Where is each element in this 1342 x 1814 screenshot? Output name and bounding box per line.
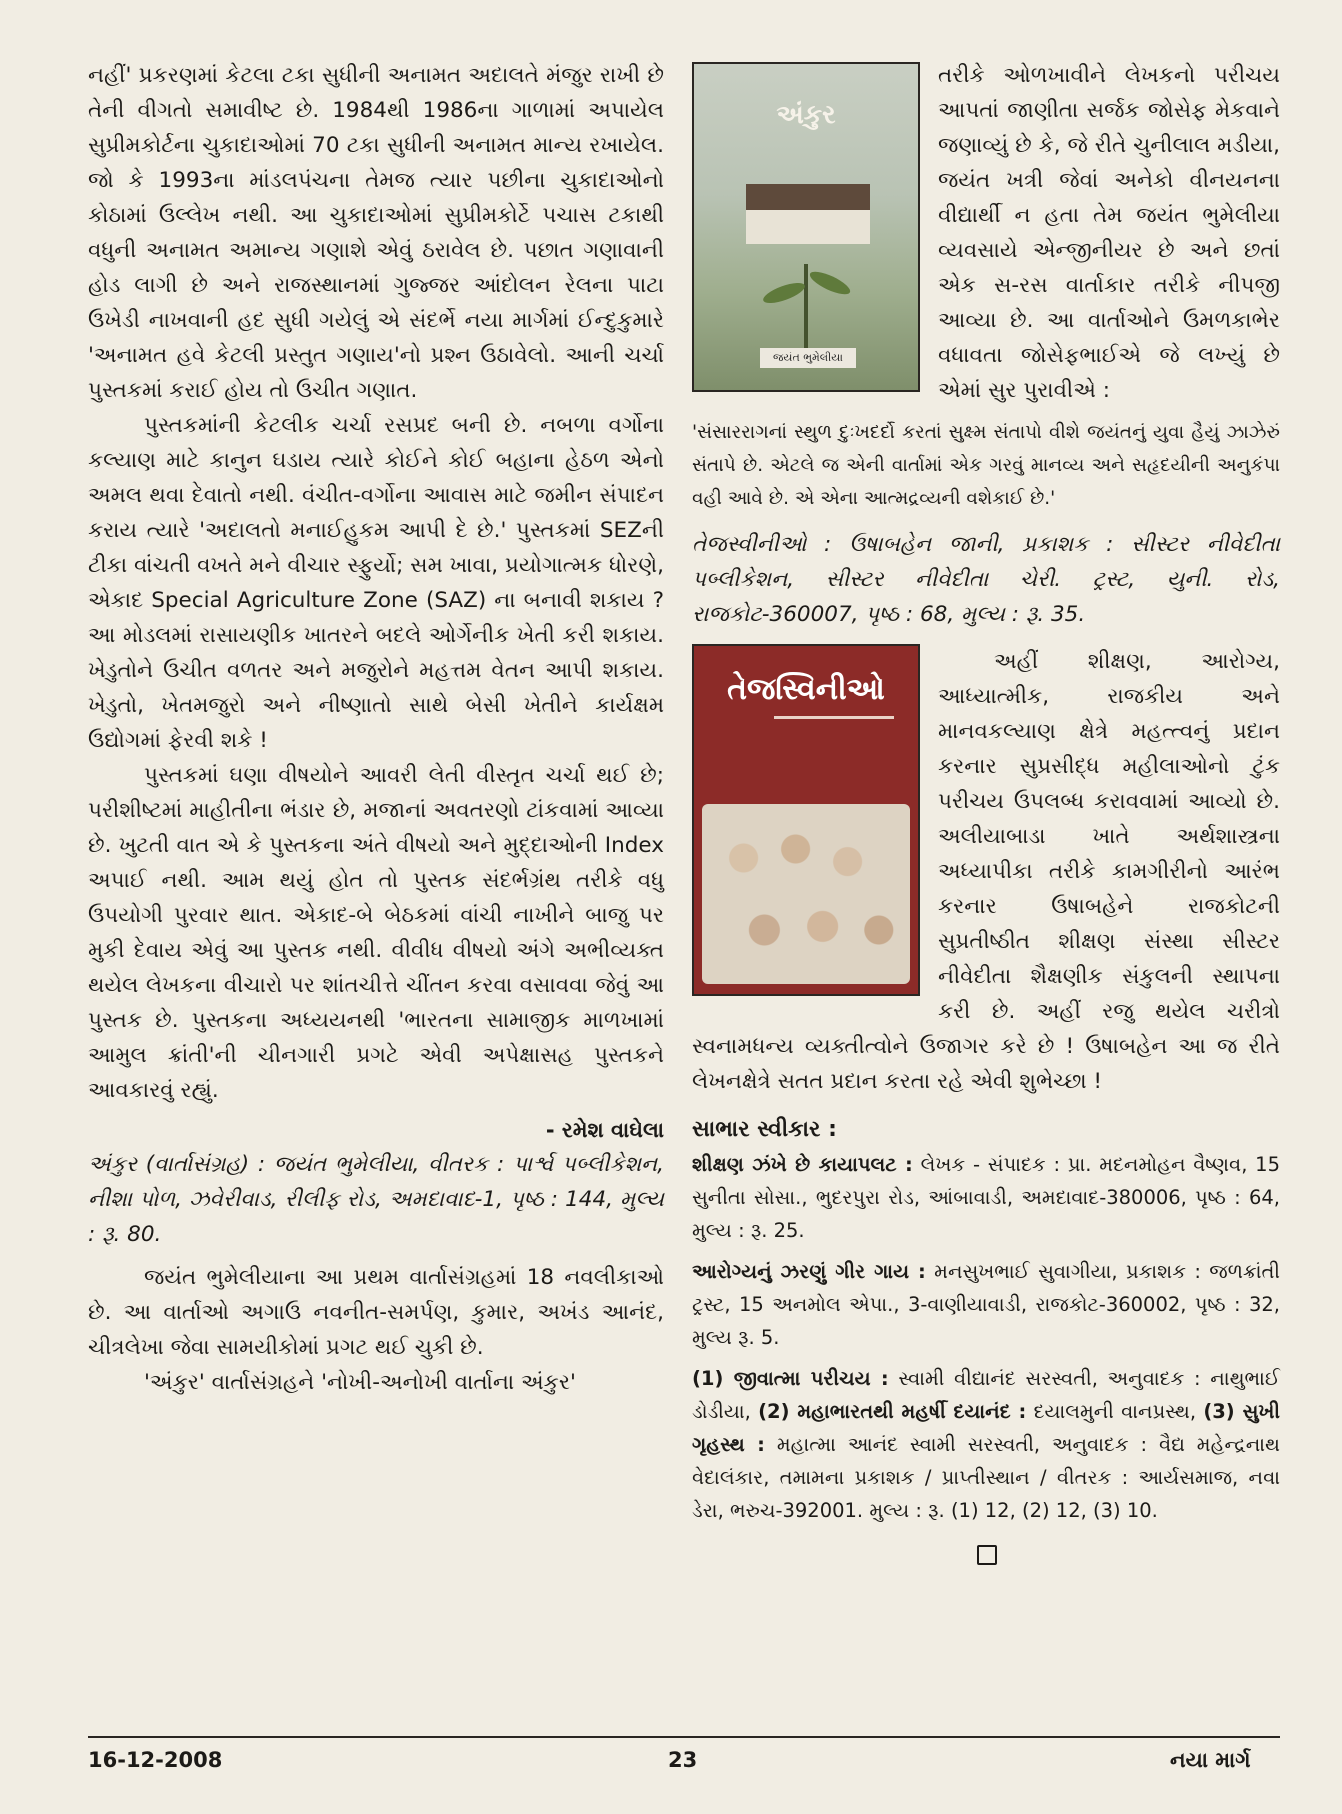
ack-book-details: મનસુખભાઈ સુવાગીયા, પ્રકાશક : જળક્રાંતી ટ્રસ્ટ, 15 અનમોલ એપા., 3-વાણીયાવાડી, રાજકોટ-360002, પૃષ્ઠ : 32, મુલ્ય રૂ. 5. [692,1260,1280,1349]
footer-divider [88,1736,1280,1738]
ankur-quote: 'સંસારરાગનાં સ્થુળ દુઃખદર્દો કરતાં સુક્ષ્મ સંતાપો વીશે જયંતનું યુવા હૈયું ઝાઝેરું સંતાપે છે. એટલે જ એની વાર્તામાં એક ગરવું માનવ્ય અને સહૃદયીની અનુકંપા વહી આવે છે. એ એના આત્મદ્રવ્યની વશેકાઈ છે.' [692,422,1280,509]
magazine-name: નયા માર્ગ [1170,1748,1251,1772]
leaf-shape [761,279,807,307]
left-column [88,58,664,1400]
ankur-cover-title: અંકુર [776,100,836,130]
ankur-cover-author: જયંત ભુમેલીયા [760,348,856,368]
footer-date: 16-12-2008 [88,1748,223,1772]
reviewer-signature: - રમેશ વાઘેલા [545,1118,664,1142]
ankur-review-text: તરીકે ઓળખાવીને લેખકનો પરીચય આપતાં જાણીતા સર્જક જોસેફ મેકવાને જણાવ્યું છે કે, જે રીતે ચુનીલાલ મડીયા, જયંત ખત્રી જેવાં અનેકો વીનયનના વીદ્યાર્થી ન હતા તેમ જયંત ભુમેલીયા વ્યવસાયે એન્જીનીયર છે અને છતાં એક સ-રસ વાર્તાકાર તરીકે નીપજી આવ્યા છે. આ વાર્તાઓને ઉમળકાભેર વધાવતા જોસેફભાઈએ જે લખ્યું છે એમાં સુર પુરાવીએ : [938,63,1280,403]
cover-subtitle-rule [774,716,894,719]
right-column [692,58,1280,1565]
ack-book-title: શીક્ષણ ઝંખે છે કાયાપલટ : [692,1153,913,1176]
ack-book-details: સ્વામી વીદ્યાનંદ સરસ્વતી, અનુવાદક : નાથુભાઈ ડોડીયા, [692,1367,1280,1423]
ack-book-title: આરોગ્યનું ઝરણું ગીર ગાય : [692,1260,926,1283]
tej-bibliography: તેજસ્વીનીઓ : ઉષાબહેન જાની, પ્રકાશક : સીસ્ટર નીવેદીતા પબ્લીકેશન, સીસ્ટર નીવેદીતા ચેરી. ટ્રસ્ટ, યુની. રોડ, રાજકોટ-360007, પૃષ્ઠ : 68, મુલ્ય : રૂ. 35. [692,532,1280,627]
acknowledgement-item [692,1148,1280,1247]
ankur-book-cover-image [692,62,920,392]
house-illustration [746,184,870,244]
ack-book-title: (1) જીવાત્મા પરીચય : [692,1367,889,1390]
sprout-illustration [804,264,808,354]
ack-book-title: (2) મહાભારતથી મહર્ષી દયાનંદ : [758,1400,1027,1423]
ankur-paragraph-continued: 'અંકુર' વાર્તાસંગ્રહને 'નોખી-અનોખી વાર્તાના અંકુર' [144,1370,576,1395]
ack-book-title: (3) સુખી ગૃહસ્થ : [692,1400,1280,1456]
tej-review-text: અહીં શીક્ષણ, આરોગ્ય, આધ્યાત્મીક, રાજકીય અને માનવકલ્યાણ ક્ષેત્રે મહત્ત્વનું પ્રદાન કરનાર સુપ્રસીદ્ધ મહીલાઓનો ટુંક પરીચય ઉપલબ્ધ કરાવવામાં આવ્યો છે. અલીયાબાડા ખાતે અર્થશાસ્ત્રના અધ્યાપીકા તરીકે કામગીરીનો આરંભ કરનાર ઉષાબહેને રાજકોટની સુપ્રતીષ્ઠીત શીક્ષણ સંસ્થા સીસ્ટર નીવેદીતા શૈક્ષણીક સંકુલની સ્થાપના કરી છે. અહીં રજુ થયેલ ચરીત્રો સ્વનામધન્ય વ્યક્તીત્વોને ઉજાગર કરે છે ! ઉષાબહેન આ જ રીતે લેખનક્ષેત્રે સતત પ્રદાન કરતા રહે એવી શુભેચ્છા ! [692,649,1280,1094]
tej-cover-title: તેજસ્વિનીઓ [727,672,885,707]
paragraph-review-conclusion: પુસ્તકમાં ઘણા વીષયોને આવરી લેતી વીસ્તૃત ચર્ચા થઈ છે; પરીશીષ્ટમાં માહીતીના ભંડાર છે, મજાનાં અવતરણો ટાંકવામાં આવ્યા છે. ખુટતી વાત એ કે પુસ્તકના અંતે વીષયો અને મુદ્દાઓની Index અપાઈ નથી. આમ થયું હોત તો પુસ્તક સંદર્ભગ્રંથ તરીકે વધુ ઉપયોગી પુરવાર થાત. એકાદ-બે બેઠકમાં વાંચી નાખીને બાજુ પર મુકી દેવાય એવું આ પુસ્તક નથી. વીવીધ વીષયો અંગે અભીવ્યક્ત થયેલ લેખકના વીચારો પર શાંતચીત્તે ચીંતન કરવા વસાવવા જેવું આ પુસ્તક છે. પુસ્તકના અધ્યયનથી 'ભારતના સામાજીક માળખામાં આમુલ ક્રાંતી'ની ચીનગારી પ્રગટે એવી અપેક્ષાસહ પુસ્તકને આવકારવું રહ્યું. [88,763,664,1103]
paragraph-reservation: નહીં' પ્રકરણમાં કેટલા ટકા સુધીની અનામત અદાલતે મંજુર રાખી છે તેની વીગતો સમાવીષ્ટ છે. 1984થી 1986ના ગાળામાં અપાયેલ સુપ્રીમકોર્ટના ચુકાદાઓમાં 70 ટકા સુધીની અનામત માન્ય રખાયેલ. જો કે 1993ના માંડલપંચના તેમજ ત્યાર પછીના ચુકાદાઓનો કોઠામાં ઉલ્લેખ નથી. આ ચુકાદાઓમાં સુપ્રીમકોર્ટે પચાસ ટકાથી વધુની અનામત અમાન્ય ગણાશે એવું ઠરાવેલ છે. પછાત ગણાવાની હોડ લાગી છે અને રાજસ્થાનમાં ગુજ્જર આંદોલન રેલના પાટા ઉખેડી નાખવાની હદ સુધી ગયેલું એ સંદર્ભે નયા માર્ગમાં ઈન્દુકુમારે 'અનામત હવે કેટલી પ્રસ્તુત ગણાય'નો પ્રશ્ન ઉઠાવેલો. આની ચર્ચા પુસ્તકમાં કરાઈ હોય તો ઉચીત ગણાત. [88,63,664,403]
leaf-shape [807,267,853,298]
ack-book-details: મહાત્મા આનંદ સ્વામી સરસ્વતી, અનુવાદક : વૈદ્ય મહેન્દ્રનાથ વેદાલંકાર, તમામના પ્રકાશક / પ્રાપ્તીસ્થાન / વીતરક : આર્યસમાજ, નવા ડેરા, ભરુચ-392001. મુલ્ય : રૂ. (1) 12, (2) 12, (3) 10. [692,1433,1280,1522]
women-portraits-illustration [702,804,910,984]
acknowledgement-list [692,1148,1280,1527]
tej-book-cover-image [692,644,920,996]
ankur-paragraph-intro: જયંત ભુમેલીયાના આ પ્રથમ વાર્તાસંગ્રહમાં 18 નવલીકાઓ છે. આ વાર્તાઓ અગાઉ નવનીત-સમર્પણ, કુમાર, અખંડ આનંદ, ચીત્રલેખા જેવા સામયીકોમાં પ્રગટ થઈ ચુકી છે. [88,1265,664,1360]
acknowledgement-item [692,1362,1280,1527]
end-mark-icon [977,1545,997,1565]
ankur-bibliography: અંકુર (વાર્તાસંગ્રહ) : જયંત ભુમેલીયા, વીતરક : પાર્શ્વ પબ્લીકેશન, નીશા પોળ, ઝવેરીવાડ, રીલીફ રોડ, અમદાવાદ-1, પૃષ્ઠ : 144, મુલ્ય : રૂ. 80. [88,1152,664,1247]
page-number: 23 [668,1748,698,1772]
ack-book-details: લેખક - સંપાદક : પ્રા. મદનમોહન વૈષ્ણવ, 15 સુનીતા સોસા., ભુદરપુરા રોડ, આંબાવાડી, અમદાવાદ-380006, પૃષ્ઠ : 64, મુલ્ય : રૂ. 25. [692,1153,1280,1242]
acknowledgement-item [692,1255,1280,1354]
paragraph-discussion: પુસ્તકમાંની કેટલીક ચર્ચા રસપ્રદ બની છે. નબળા વર્ગોના કલ્યાણ માટે કાનુન ઘડાય ત્યારે કોઈને કોઈ બહાના હેઠળ એનો અમલ થવા દેવાતો નથી. વંચીત-વર્ગોના આવાસ માટે જમીન સંપાદન કરાય ત્યારે 'અદાલતો મનાઈહુકમ આપી દે છે.' પુસ્તકમાં SEZની ટીકા વાંચતી વખતે મને વીચાર સ્ફુર્યો; સમ ખાવા, પ્રયોગાત્મક ધોરણે, એકાદ Special Agriculture Zone (SAZ) ના બનાવી શકાય ? આ મોડલમાં રાસાયણીક ખાતરને બદલે ઓર્ગેનીક ખેતી કરી શકાય. ખેડુતોને ઉચીત વળતર અને મજુરોને મહત્તમ વેતન આપી શકાય. ખેડુતો, ખેતમજુરો અને નીષ્ણાતો સાથે બેસી ખેતીને કાર્યક્ષમ ઉદ્યોગમાં ફેરવી શકે ! [88,413,664,753]
acknowledgement-heading: સાભાર સ્વીકાર : [692,1117,837,1142]
ack-book-details: દયાલમુની વાનપ્રસ્થ, [1026,1400,1204,1423]
